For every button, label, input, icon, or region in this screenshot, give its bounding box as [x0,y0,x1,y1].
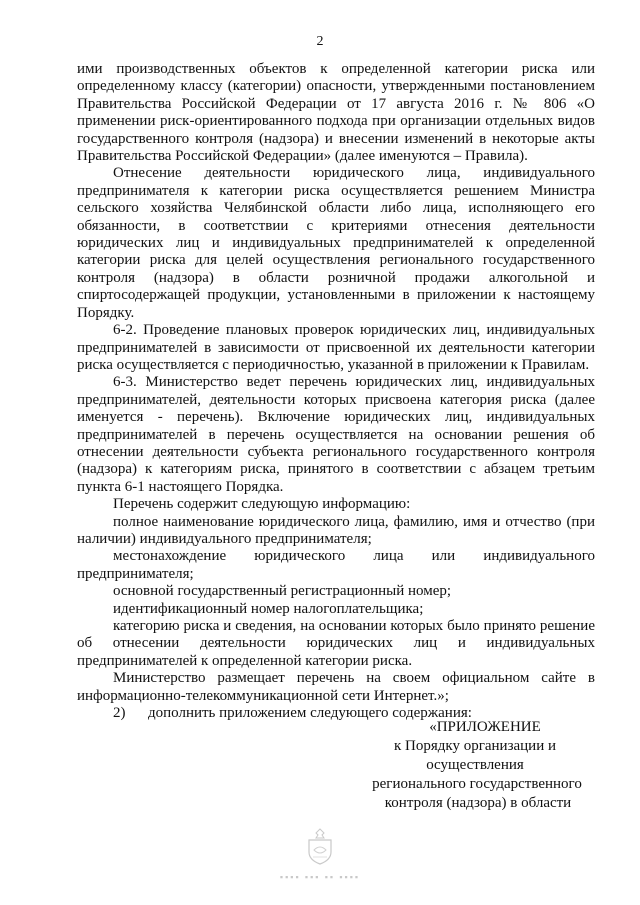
paragraph: Отнесение деятельности юридического лица, индивидуального предпринимателя к категории риска осуществляется решением Министра сельского хозяйства Челябинской области либо лица, исполняющего его обязанности, в соответствии с критериями отнесения деятельности юридических лиц и индивидуальных предпринимателей к определенной категории риска для целей осуществления регионального государственного контроля (надзора) в области розничной продажи алкогольной и спиртосодержащей продукции, установленными в приложении к настоящему Порядку. [77,165,595,321]
list-item: полное наименование юридического лица, фамилию, имя и отчество (при наличии) индивидуального предпринимателя; [77,513,595,547]
faded-stamp-text: ▪▪▪▪ ▪▪▪ ▪▪ ▪▪▪▪ [279,872,361,882]
document-body [77,61,595,722]
paragraph: 6-3. Министерство ведет перечень юридических лиц, индивидуальных предпринимателей, деятельности которых присвоена категория риска (далее именуется - перечень). Включение юридических лиц, индивидуальных предпринимателей в перечень осуществляется на основании решения об отнесении деятельности субъекта регионального государственного контроля (надзора) к категориям риска, принятого в соответствии с абзацем третьим пункта 6-1 настоящего Порядка. [77,374,595,495]
list-item: местонахождение юридического лица или индивидуального предпринимателя; [77,548,595,582]
appendix-line: контроля (надзора) в области [384,795,572,811]
item-number: 2) [113,705,126,722]
page-number: 2 [316,34,324,49]
appendix-line: регионального государственного [372,776,582,792]
paragraph: 6-2. Проведение плановых проверок юридических лиц, индивидуальных предпринимателей в зависимости от присвоенной их деятельности категории риска осуществляется с периодичностью, указанной в приложении к Правилам. [77,322,595,373]
list-item: основной государственный регистрационный номер; [113,583,452,600]
coat-of-arms-icon [303,826,337,866]
list-item: идентификационный номер налогоплательщика; [113,600,424,617]
paragraph: Перечень содержит следующую информацию: [113,496,411,513]
appendix-line: к Порядку организации и [393,738,557,754]
item-text: дополнить приложением следующего содержания: [148,705,472,722]
appendix-line: осуществления [426,757,524,773]
appendix-line: «ПРИЛОЖЕНИЕ [429,719,541,735]
paragraph: ими производственных объектов к определенной категории риска или определенному классу (категории) опасности, утвержденными постановлением Правительства Российской Федерации от 17 августа 2016 г. № 806 «О применении риск-ориентированного подхода при организации отдельных видов государственного контроля (надзора) и внесении изменений в некоторые акты Правительства Российской Федерации» (далее именуются – Правила). [77,61,595,165]
list-item: категорию риска и сведения, на основании которых было принято решение об отнесении деятельности юридических лиц и индивидуальных предпринимателей к определенной категории риска. [77,618,595,669]
paragraph: Министерство размещает перечень на своем официальном сайте в информационно-телекоммуникационной сети Интернет.»; [77,670,595,704]
